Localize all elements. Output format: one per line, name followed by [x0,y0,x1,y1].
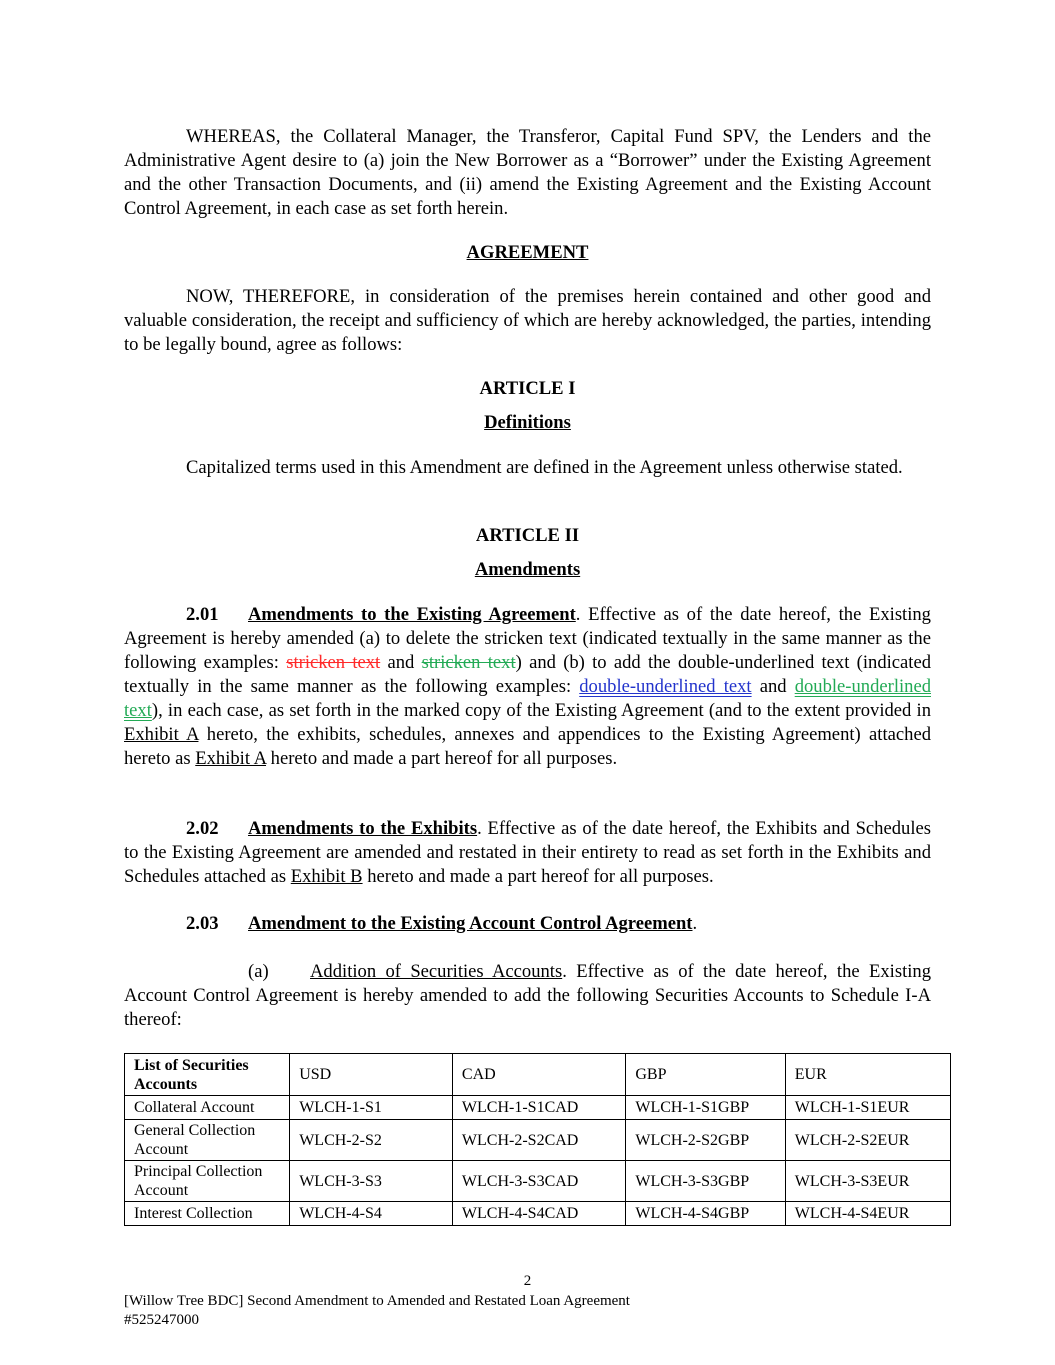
exhibit-a-ref: Exhibit A [124,724,199,745]
section-2-02 [124,817,931,889]
body-text: and [751,676,795,697]
account-number-cell: WLCH-3-S3EUR [785,1161,950,1202]
column-header: USD [290,1054,453,1096]
clause-heading: Addition of Securities Accounts [310,961,563,982]
body-text: ) and (b) to add the double-underlined text (indicated textually in the same manner as the following examples: [124,652,931,697]
body-text: hereto and made a part hereof for all purposes. [362,866,714,887]
account-name-cell: Principal Collection Account [125,1161,290,1202]
clause-label: (a) [248,961,269,982]
column-header: CAD [452,1054,625,1096]
table-row [125,1202,951,1226]
column-header: List of Securities Accounts [125,1054,290,1096]
section-2-03-a [124,960,931,1032]
period: . [562,961,567,982]
account-name-cell: Interest Collection [125,1202,290,1226]
article-1-title: ARTICLE I [479,378,576,399]
footer-doc-id: #525247000 [124,1312,199,1328]
section-number: 2.02 [186,818,219,839]
account-number-cell: WLCH-1-S1GBP [626,1096,785,1120]
account-number-cell: WLCH-4-S4CAD [452,1202,625,1226]
securities-accounts-table [124,1053,951,1226]
account-number-cell: WLCH-2-S2 [290,1120,453,1161]
stricken-text-green: stricken text [421,652,516,673]
account-number-cell: WLCH-1-S1CAD [452,1096,625,1120]
article-1-text: Capitalized terms used in this Amendment are defined in the Agreement unless otherwise stated. [186,457,903,478]
account-number-cell: WLCH-3-S3 [290,1161,453,1202]
account-number-cell: WLCH-4-S4 [290,1202,453,1226]
body-text: Effective as of the date hereof, the Existing Agreement is hereby amended (a) to delete the stricken text (indicated textually in the same manner as the following examples: [124,604,931,673]
double-underlined-green: double-underlined text [124,676,931,721]
account-name-cell: General Collection Account [125,1120,290,1161]
table-row [125,1120,951,1161]
article-2-subtitle: Amendments [474,559,581,580]
account-number-cell: WLCH-4-S4GBP [626,1202,785,1226]
period: . [477,818,482,839]
body-text: Effective as of the date hereof, the Exhibits and Schedules to the Existing Agreement are amended and restated in their entirety to read as set forth in the Exhibits and Schedules attached as [124,818,931,887]
agreement-heading: AGREEMENT [466,242,589,263]
section-number: 2.03 [186,913,219,934]
whereas-paragraph: WHEREAS, the Collateral Manager, the Transferor, Capital Fund SPV, the Lenders and the Administrative Agent desire to (a) join the New Borrower as a “Borrower” under the Existing Agreement and the other Transaction Documents, and (ii) amend the Existing Agreement and the Existing Account Control Agreement, in each case as set forth herein. [124,126,931,219]
body-text: hereto and made a part hereof for all purposes. [266,748,618,769]
body-text: hereto, the exhibits, schedules, annexes and appendices to the Existing Agreement) attached hereto as [124,724,931,769]
exhibit-b-ref: Exhibit B [290,866,363,887]
body-text: Effective as of the date hereof, the Existing Account Control Agreement is hereby amended to add the following Securities Accounts to Schedule I-A thereof: [124,961,931,1030]
column-header: EUR [785,1054,950,1096]
article-2-title: ARTICLE II [475,525,580,546]
section-heading: Amendments to the Exhibits [248,818,478,839]
body-text: ), in each case, as set forth in the marked copy of the Existing Agreement (and to the extent provided in [151,700,931,721]
stricken-text-red: stricken text [286,652,381,673]
period: . [692,913,698,934]
section-heading: Amendment to the Existing Account Control Agreement [248,913,693,934]
account-number-cell: WLCH-3-S3CAD [452,1161,625,1202]
account-number-cell: WLCH-2-S2EUR [785,1120,950,1161]
article-1-subtitle: Definitions [484,412,571,433]
column-header: GBP [626,1054,785,1096]
double-underlined-blue: double-underlined text [579,676,752,697]
section-heading: Amendments to the Existing Agreement [248,604,576,625]
account-number-cell: WLCH-1-S1EUR [785,1096,950,1120]
account-number-cell: WLCH-3-S3GBP [626,1161,785,1202]
table-row [125,1096,951,1120]
section-number: 2.01 [186,604,219,625]
period: . [575,604,581,625]
account-number-cell: WLCH-2-S2CAD [452,1120,625,1161]
account-number-cell: WLCH-2-S2GBP [626,1120,785,1161]
account-name-cell: Collateral Account [125,1096,290,1120]
exhibit-a-ref: Exhibit A [195,748,267,769]
now-therefore-paragraph: NOW, THEREFORE, in consideration of the premises herein contained and other good and valuable consideration, the receipt and sufficiency of which are hereby acknowledged, the parties, intending to be legally bound, agree as follows: [124,286,931,355]
section-2-03 [124,912,931,936]
account-number-cell: WLCH-4-S4EUR [785,1202,950,1226]
account-number-cell: WLCH-1-S1 [290,1096,453,1120]
footer-title: [Willow Tree BDC] Second Amendment to Amended and Restated Loan Agreement [124,1293,630,1309]
section-2-01 [124,603,931,771]
page-number: 2 [523,1273,532,1289]
table-header-row [125,1054,951,1096]
table-row [125,1161,951,1202]
body-text: and [380,652,422,673]
